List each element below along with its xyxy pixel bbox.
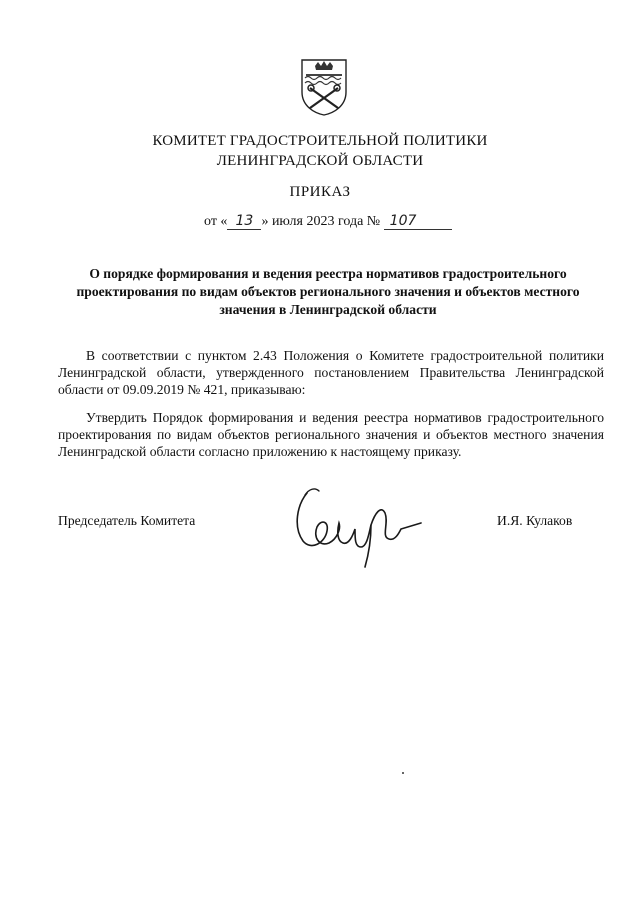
order-dateline [204,213,452,231]
handwritten-order-number: 107 [384,213,452,230]
handwritten-day: 13 [227,213,261,230]
signer-name: И.Я. Кулаков [497,513,573,528]
coat-of-arms-icon [300,58,348,116]
org-name-line2: ЛЕНИНГРАДСКОЙ ОБЛАСТИ [216,153,424,169]
handwritten-signature-icon [285,483,425,573]
org-name-line1: КОМИТЕТ ГРАДОСТРОИТЕЛЬНОЙ ПОЛИТИКИ [152,133,488,149]
date-prefix: от « [204,214,228,229]
document-type: ПРИКАЗ [289,184,351,200]
body-paragraph-2: Утвердить Порядок формирования и ведения реестра нормативов градостроительного проектирования по видам объектов регионального значения и объектов местного значения Ленинградской области согласно приложению к настоящему приказу. [58,410,604,459]
order-title: О порядке формирования и ведения реестра нормативов градостроительного проектирования по видам объектов регионального значения и объектов местного значения в Ленинградской области [76,266,580,317]
date-middle: » июля 2023 года № [261,214,381,229]
body-paragraph-1: В соответствии с пунктом 2.43 Положения о Комитете градостроительной политики Ленинградской области, утвержденного постановлением Правительства Ленинградской области от 09.09.2019 № 421, приказываю: [58,348,604,397]
signer-position: Председатель Комитета [58,513,196,528]
scan-artifact [402,772,404,774]
